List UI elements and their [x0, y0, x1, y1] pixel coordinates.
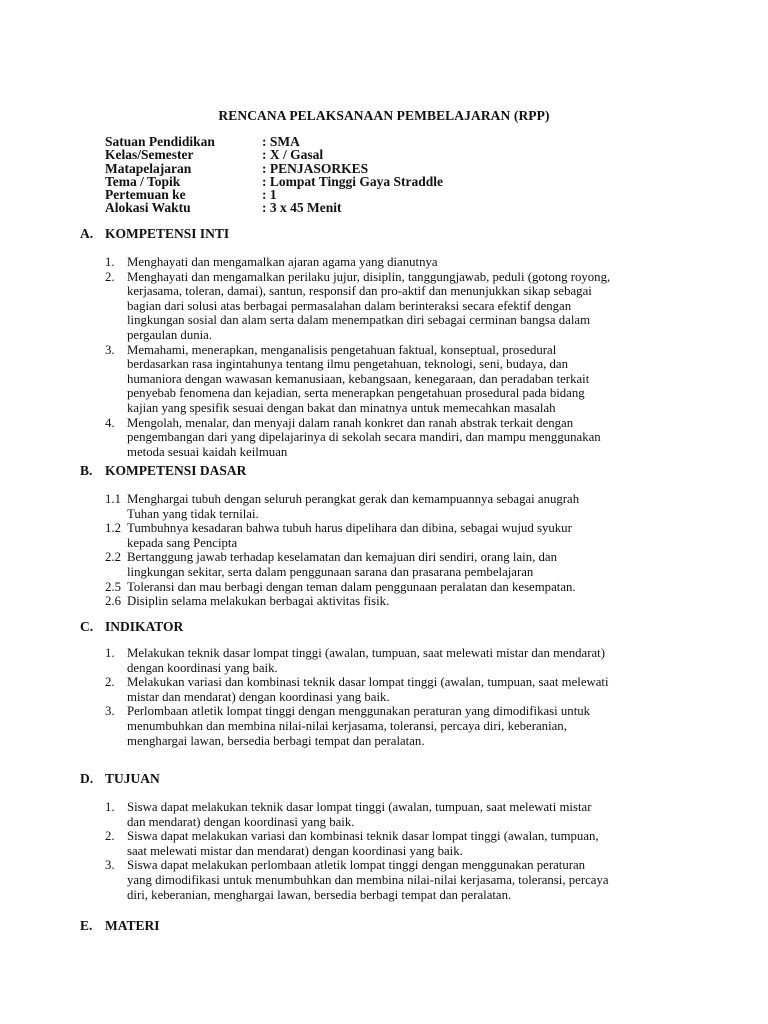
section-heading-kd: [80, 463, 246, 479]
section-heading-tujuan: [80, 771, 160, 787]
item-line: bagian dari solusi atas berbagai permasalahan dalam berinteraksi secara efektif dengan: [127, 298, 572, 313]
item-line: Melakukan variasi dan kombinasi teknik dasar lompat tinggi (awalan, tumpuan, saat melewati: [127, 675, 609, 690]
item-line: dengan koordinasi yang baik.: [127, 660, 278, 675]
identity-value: : SMA: [262, 134, 300, 149]
item-line: metoda sesuai kaidah keilmuan: [127, 444, 288, 459]
item-line: Bertanggung jawab terhadap keselamatan dan kemajuan diri sendiri, orang lain, dan: [127, 550, 557, 565]
identity-key: Matapelajaran: [105, 160, 192, 176]
section-title: INDIKATOR: [105, 619, 184, 634]
item-line: diri, keberanian, menghargai lawan, bersedia berbagi tempat dan peralatan.: [127, 887, 512, 902]
item-line: Toleransi dan mau berbagi dengan teman dalam penggunaan peralatan dan kesempatan.: [127, 579, 576, 594]
list-item: [105, 255, 695, 270]
item-number: 1.: [105, 800, 115, 814]
identity-key: Alokasi Waktu: [105, 200, 191, 216]
section-letter: E.: [80, 918, 93, 933]
item-line: Tuhan yang tidak ternilai.: [127, 506, 259, 521]
item-line: kerjasama, toleran, damai), santun, responsif dan pro-aktif dan menunjukkan sikap sebagai: [127, 284, 592, 299]
kd-list: [105, 492, 695, 609]
identity-key: Kelas/Semester: [105, 147, 194, 163]
section-letter: C.: [80, 619, 94, 634]
item-number: 2.: [105, 675, 115, 690]
item-number: 1.: [105, 255, 115, 269]
item-line: mistar dan mendarat) dengan koordinasi yang baik.: [127, 689, 390, 704]
tujuan-list: [105, 800, 695, 902]
item-line: Siswa dapat melakukan teknik dasar lompat tinggi (awalan, tumpuan, saat melewati mistar: [127, 800, 592, 814]
item-line: Menghayati dan mengamalkan perilaku jujur, disiplin, tanggungjawab, peduli (gotong royong,: [127, 269, 611, 284]
item-line: Melakukan teknik dasar lompat tinggi (awalan, tumpuan, saat melewati mistar dan mendarat): [127, 646, 605, 660]
identity-row: [105, 201, 443, 214]
indikator-list: [105, 646, 695, 748]
item-line: Memahami, menerapkan, menganalisis pengetahuan faktual, konseptual, prosedural: [127, 342, 557, 357]
list-item: [105, 675, 695, 704]
item-line: menghargai lawan, bersedia berbagi tempat dan peralatan.: [127, 733, 425, 748]
item-line: lingkungan sekitar, serta dalam penggunaan sarana dan prasarana pembelajaran: [127, 564, 534, 579]
document-title: RENCANA PELAKSANAAN PEMBELAJARAN (RPP): [218, 108, 550, 123]
list-item: [105, 829, 695, 858]
list-item: [105, 594, 695, 609]
list-item: [105, 858, 695, 902]
identity-value: : 3 x 45 Menit: [262, 200, 342, 216]
section-letter: A.: [80, 226, 94, 241]
list-item: [105, 580, 695, 595]
identity-row: [105, 175, 443, 188]
identity-row: [105, 135, 443, 148]
list-item: [105, 800, 695, 829]
item-line: pengembangan dari yang dipelajarinya di sekolah secara mandiri, dan mampu menggunakan: [127, 430, 601, 445]
item-number: 2.2: [105, 550, 121, 565]
list-item: [105, 550, 695, 579]
item-line: saat melewati mistar dan mendarat) dengan koordinasi yang baik.: [127, 843, 463, 858]
item-line: Perlombaan atletik lompat tinggi dengan menggunakan peraturan yang dimodifikasi untuk: [127, 704, 591, 719]
item-line: dan mendarat) dengan koordinasi yang baik.: [127, 814, 355, 829]
item-number: 3.: [105, 858, 115, 873]
section-heading-indikator: [80, 619, 183, 635]
item-line: kajian yang spesifik sesuai dengan bakat dan minatnya untuk memecahkan masalah: [127, 400, 556, 415]
identity-key: Pertemuan ke: [105, 187, 186, 203]
item-line: Disiplin selama melakukan berbagai aktivitas fisik.: [127, 594, 390, 609]
list-item: [105, 492, 695, 521]
item-number: 1.2: [105, 521, 121, 536]
item-number: 1.: [105, 646, 115, 660]
item-line: lingkungan sosial dan alam serta dalam menempatkan diri sebagai cerminan bangsa dalam: [127, 313, 591, 328]
section-heading-ki: [80, 226, 229, 242]
item-number: 1.1: [105, 492, 121, 506]
item-line: Menghayati dan mengamalkan ajaran agama yang dianutnya: [127, 255, 438, 269]
item-line: Siswa dapat melakukan perlombaan atletik lompat tinggi dengan menggunakan peraturan: [127, 858, 586, 873]
identity-row: [105, 188, 443, 201]
list-item: [105, 521, 695, 550]
list-item: [105, 646, 695, 675]
section-letter: D.: [80, 771, 94, 786]
item-number: 2.5: [105, 579, 121, 594]
identity-key: Satuan Pendidikan: [105, 134, 215, 149]
identity-table: [105, 135, 443, 215]
item-line: berdasarkan rasa ingintahunya tentang ilmu pengetahuan, teknologi, seni, budaya, dan: [127, 357, 568, 372]
identity-value: : X / Gasal: [262, 147, 324, 163]
item-line: penyebab fenomena dan kejadian, serta menerapkan pengetahuan prosedural pada bidang: [127, 386, 585, 401]
item-number: 2.6: [105, 594, 121, 609]
item-line: humaniora dengan wawasan kemanusiaan, kebangsaan, kenegaraan, dan peradaban terkait: [127, 371, 590, 386]
identity-value: : PENJASORKES: [262, 160, 369, 176]
item-line: Siswa dapat melakukan variasi dan kombinasi teknik dasar lompat tinggi (awalan, tumpuan,: [127, 829, 599, 844]
item-line: yang dimodifikasi untuk menumbuhkan dan membina nilai-nilai kerjasama, toleransi, percaya: [127, 872, 609, 887]
identity-row: [105, 162, 443, 175]
section-letter: B.: [80, 463, 93, 478]
section-heading-materi: [80, 918, 160, 934]
identity-value: : 1: [262, 187, 277, 203]
identity-value: : Lompat Tinggi Gaya Straddle: [262, 173, 444, 189]
list-item: [105, 270, 695, 343]
item-line: pergaulan dunia.: [127, 327, 213, 342]
section-title: MATERI: [105, 918, 160, 933]
item-number: 2.: [105, 829, 115, 844]
list-item: [105, 416, 695, 460]
list-item: [105, 704, 695, 748]
ki-list: [105, 255, 695, 459]
item-line: kepada sang Pencipta: [127, 535, 238, 550]
section-title: KOMPETENSI DASAR: [105, 463, 247, 478]
identity-key: Tema / Topik: [105, 173, 181, 189]
item-line: Tumbuhnya kesadaran bahwa tubuh harus dipelihara dan dibina, sebagai wujud syukur: [127, 521, 572, 536]
section-title: TUJUAN: [105, 771, 160, 786]
item-number: 3.: [105, 342, 115, 357]
identity-row: [105, 148, 443, 161]
item-number: 4.: [105, 415, 115, 430]
item-number: 3.: [105, 704, 115, 719]
item-line: Menghargai tubuh dengan seluruh perangkat gerak dan kemampuannya sebagai anugrah: [127, 492, 580, 506]
item-line: menumbuhkan dan membina nilai-nilai kerjasama, toleransi, percaya diri, keberanian,: [127, 718, 567, 733]
item-number: 2.: [105, 269, 115, 284]
item-line: Mengolah, menalar, dan menyaji dalam ranah konkret dan ranah abstrak terkait dengan: [127, 415, 574, 430]
section-title: KOMPETENSI INTI: [105, 226, 230, 241]
list-item: [105, 343, 695, 416]
